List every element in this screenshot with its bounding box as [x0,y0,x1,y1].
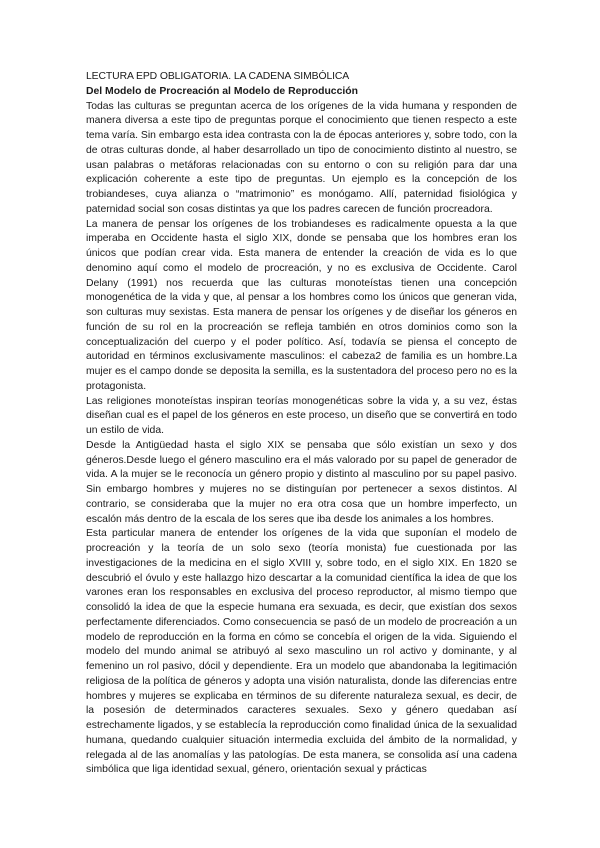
document-subtitle: Del Modelo de Procreación al Modelo de Reproducción [86,85,358,97]
paragraph-2: La manera de pensar los orígenes de los trobiandeses es radicalmente opuesta a la que imperaba en Occidente hasta el siglo XIX, donde se pensaba que los hombres eran los únicos que podían crear vida. Esta manera de entender la creación de vida es lo que denomino aquí como el modelo de procreación, y no es exclusiva de Occidente. Carol Delany (1991) nos recuerda que las culturas monoteístas tienen una concepción monogenética de la vida y que, al pensar a los hombres como los únicos que generan vida, son culturas muy sexistas. Esta manera de pensar los orígenes y de diseñar los géneros en función de su rol en la procreación se refleja también en otros dominios como son la conceptualización del cuerpo y el poder político. Así, todavía se piensa el concepto de autoridad en términos exclusivamente masculinos: el cabeza2 de familia es un hombre.La mujer es el campo donde se deposita la semilla, es la sustentadora del proceso pero no es la protagonista. [86,218,517,392]
document-page [86,70,517,778]
paragraph-3: Las religiones monoteístas inspiran teorías monogenéticas sobre la vida y, a su vez, éstas diseñan cual es el papel de los géneros en este proceso, un diseño que se convertirá en todo un estilo de vida. [86,395,517,436]
document-title: LECTURA EPD OBLIGATORIA. LA CADENA SIMBÓLICA [86,71,350,82]
paragraph-4: Desde la Antigüedad hasta el siglo XIX se pensaba que sólo existían un sexo y dos géneros.Desde luego el género masculino era el más valorado por su papel de generador de vida. A la mujer se le reconocía un género propio y distinto al masculino por su papel pasivo. Sin embargo hombres y mujeres no se distinguían por pertenecer a sexos distintos. Al contrario, se consideraba que la mujer no era otra cosa que un hombre imperfecto, un escalón más dentro de la escala de los seres que iba desde los animales a los hombres. [86,439,517,525]
paragraph-1: Todas las culturas se preguntan acerca de los orígenes de la vida humana y responden de manera diversa a este tipo de preguntas porque el conocimiento que tienen respecto a este tema varía. Sin embargo esta idea contrasta con la de épocas anteriores y, sobre todo, con la de otras culturas donde, al haber desarrollado un tipo de conocimiento distinto al nuestro, se usan palabras o metáforas relacionadas con su entorno o con su religión para dar una explicación coherente a este tipo de preguntas. Un ejemplo es la concepción de los trobiandeses, cuya alianza o “matrimonio” es monógamo. Allí, paternidad fisiológica y paternidad social son cosas distintas ya que los padres carecen de función procreadora. [86,100,517,215]
paragraph-5: Esta particular manera de entender los orígenes de la vida que suponían el modelo de procreación y la teoría de un solo sexo (teoría monista) fue cuestionada por las investigaciones de la medicina en el siglo XVIII y, sobre todo, en el siglo XIX. En 1820 se descubrió el óvulo y este hallazgo hizo descartar a la comunidad científica la idea de que los varones eran los responsables en exclusiva del proceso reproductor, al mismo tiempo que consolidó la idea de que la especie humana era sexuada, es decir, que existían dos sexos perfectamente diferenciados. Como consecuencia se pasó de un modelo de procreación a un modelo de reproducción en la forma en cómo se concebía el origen de la vida. Siguiendo el modelo del mundo animal se atribuyó al sexo masculino un rol activo y dominante, y al femenino un rol pasivo, dócil y dependiente. Era un modelo que abandonaba la legitimación religiosa de la política de géneros y adopta una visión naturalista, donde las diferencias entre hombres y mujeres se explicaba en términos de su diferente naturaleza sexual, es decir, de la posesión de determinados caracteres sexuales. Sexo y género quedaban así estrechamente ligados, y se establecía la reproducción como finalidad única de la sexualidad humana, quedando cualquier situación intermedia excluida del ámbito de la normalidad, y relegada al de las anomalías y las patologías. De esta manera, se consolida así una cadena simbólica que liga identidad sexual, género, orientación sexual y prácticas [86,528,517,776]
